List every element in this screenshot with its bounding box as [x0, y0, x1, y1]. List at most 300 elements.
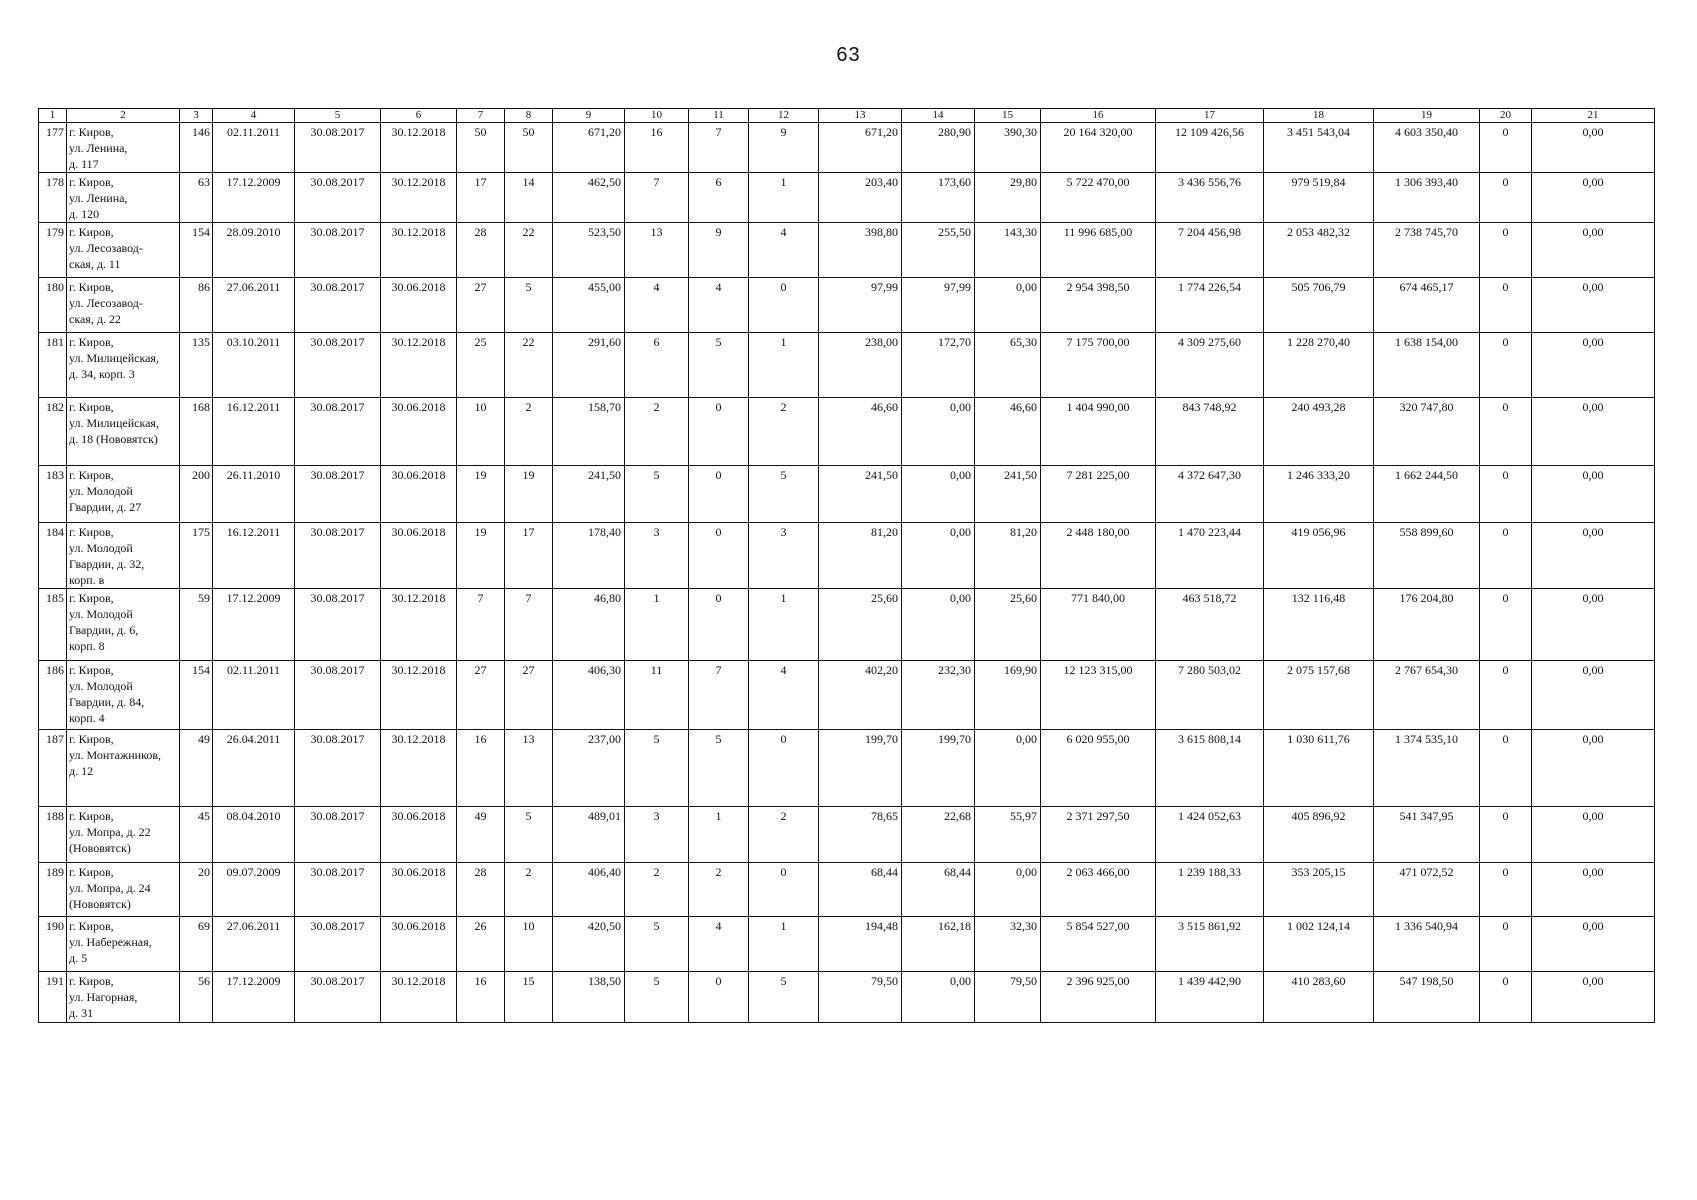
- cell-amount-col-16: 7 281 225,00: [1041, 466, 1156, 523]
- cell-date-col-4: 28.09.2010: [213, 223, 295, 278]
- cell-area-col-14: 255,50: [902, 223, 975, 278]
- cell-row-number: 181: [39, 333, 67, 398]
- cell-col-11: 5: [689, 333, 749, 398]
- cell-col-21: 0,00: [1532, 730, 1655, 807]
- address-line: ул. Монтажников,: [69, 748, 161, 762]
- cell-area-col-13: 402,20: [819, 661, 902, 730]
- cell-col-11: 5: [689, 730, 749, 807]
- cell-col-3: 175: [180, 523, 213, 589]
- cell-date-col-4: 16.12.2011: [213, 523, 295, 589]
- cell-address: [67, 661, 180, 730]
- column-header: 1: [39, 109, 67, 123]
- column-header: 3: [180, 109, 213, 123]
- cell-amount-col-17: 7 280 503,02: [1156, 661, 1264, 730]
- cell-col-8: 22: [505, 223, 553, 278]
- address-line: г. Киров,: [69, 175, 114, 189]
- cell-col-8: 13: [505, 730, 553, 807]
- cell-col-3: 49: [180, 730, 213, 807]
- cell-col-12: 2: [749, 398, 819, 466]
- cell-col-21: 0,00: [1532, 278, 1655, 333]
- cell-address: [67, 807, 180, 863]
- address-line: д. 12: [69, 764, 94, 778]
- cell-date-col-4: 17.12.2009: [213, 589, 295, 661]
- cell-col-3: 45: [180, 807, 213, 863]
- cell-area-col-15: 65,30: [975, 333, 1041, 398]
- cell-area-col-14: 68,44: [902, 863, 975, 917]
- address-line: ул. Молодой: [69, 679, 133, 693]
- cell-amount-col-17: 1 774 226,54: [1156, 278, 1264, 333]
- cell-amount-col-19: 1 336 540,94: [1374, 917, 1480, 972]
- cell-col-12: 3: [749, 523, 819, 589]
- column-header: 9: [553, 109, 625, 123]
- cell-col-20: 0: [1480, 173, 1532, 223]
- cell-col-11: 0: [689, 972, 749, 1023]
- cell-area-col-9: 178,40: [553, 523, 625, 589]
- cell-row-number: 183: [39, 466, 67, 523]
- cell-col-7: 28: [457, 863, 505, 917]
- cell-col-21: 0,00: [1532, 173, 1655, 223]
- cell-amount-col-19: 674 465,17: [1374, 278, 1480, 333]
- column-header: 2: [67, 109, 180, 123]
- cell-col-8: 7: [505, 589, 553, 661]
- address-line: г. Киров,: [69, 732, 114, 746]
- cell-col-10: 3: [625, 523, 689, 589]
- table-row: [39, 223, 1655, 278]
- cell-area-col-15: 241,50: [975, 466, 1041, 523]
- cell-amount-col-17: 3 436 556,76: [1156, 173, 1264, 223]
- cell-row-number: 186: [39, 661, 67, 730]
- cell-col-3: 20: [180, 863, 213, 917]
- cell-col-20: 0: [1480, 466, 1532, 523]
- cell-col-7: 10: [457, 398, 505, 466]
- table-row: [39, 333, 1655, 398]
- cell-col-8: 15: [505, 972, 553, 1023]
- cell-col-7: 7: [457, 589, 505, 661]
- cell-col-12: 1: [749, 917, 819, 972]
- cell-area-col-15: 25,60: [975, 589, 1041, 661]
- cell-col-3: 154: [180, 661, 213, 730]
- address-line: д. 5: [69, 951, 88, 965]
- column-header: 18: [1264, 109, 1374, 123]
- cell-address: [67, 730, 180, 807]
- cell-col-8: 2: [505, 863, 553, 917]
- cell-amount-col-19: 1 638 154,00: [1374, 333, 1480, 398]
- cell-col-3: 56: [180, 972, 213, 1023]
- cell-col-3: 86: [180, 278, 213, 333]
- address-line: д. 120: [69, 207, 100, 221]
- cell-col-3: 200: [180, 466, 213, 523]
- cell-address: [67, 123, 180, 173]
- cell-area-col-9: 237,00: [553, 730, 625, 807]
- address-line: г. Киров,: [69, 400, 114, 414]
- address-line: ул. Лесозавод-: [69, 296, 143, 310]
- cell-amount-col-18: 2 075 157,68: [1264, 661, 1374, 730]
- cell-col-11: 0: [689, 398, 749, 466]
- cell-area-col-13: 68,44: [819, 863, 902, 917]
- address-line: г. Киров,: [69, 919, 114, 933]
- cell-col-20: 0: [1480, 807, 1532, 863]
- cell-col-3: 154: [180, 223, 213, 278]
- address-line: Гвардии, д. 6,: [69, 623, 139, 637]
- cell-amount-col-17: 4 372 647,30: [1156, 466, 1264, 523]
- address-line: д. 31: [69, 1006, 94, 1020]
- cell-date-col-4: 17.12.2009: [213, 173, 295, 223]
- cell-col-10: 4: [625, 278, 689, 333]
- cell-col-3: 69: [180, 917, 213, 972]
- table-row: [39, 123, 1655, 173]
- cell-date-col-6: 30.12.2018: [381, 972, 457, 1023]
- cell-date-col-5: 30.08.2017: [295, 589, 381, 661]
- cell-date-col-6: 30.12.2018: [381, 223, 457, 278]
- cell-address: [67, 173, 180, 223]
- cell-amount-col-19: 541 347,95: [1374, 807, 1480, 863]
- cell-area-col-9: 671,20: [553, 123, 625, 173]
- address-line: ул. Нагорная,: [69, 990, 138, 1004]
- cell-col-21: 0,00: [1532, 863, 1655, 917]
- address-line: (Нововятск): [69, 897, 131, 911]
- cell-amount-col-19: 1 306 393,40: [1374, 173, 1480, 223]
- cell-area-col-14: 0,00: [902, 972, 975, 1023]
- cell-col-8: 5: [505, 278, 553, 333]
- cell-amount-col-16: 2 954 398,50: [1041, 278, 1156, 333]
- address-line: ул. Ленина,: [69, 191, 128, 205]
- cell-amount-col-18: 353 205,15: [1264, 863, 1374, 917]
- address-line: корп. в: [69, 573, 105, 587]
- cell-date-col-6: 30.06.2018: [381, 807, 457, 863]
- column-header: 17: [1156, 109, 1264, 123]
- cell-col-12: 0: [749, 730, 819, 807]
- cell-col-12: 0: [749, 863, 819, 917]
- cell-area-col-9: 46,80: [553, 589, 625, 661]
- cell-col-3: 146: [180, 123, 213, 173]
- cell-col-12: 4: [749, 661, 819, 730]
- address-line: г. Киров,: [69, 809, 114, 823]
- cell-address: [67, 333, 180, 398]
- cell-col-20: 0: [1480, 972, 1532, 1023]
- cell-row-number: 178: [39, 173, 67, 223]
- cell-area-col-13: 199,70: [819, 730, 902, 807]
- cell-date-col-5: 30.08.2017: [295, 278, 381, 333]
- cell-col-8: 10: [505, 917, 553, 972]
- cell-area-col-15: 79,50: [975, 972, 1041, 1023]
- cell-amount-col-16: 771 840,00: [1041, 589, 1156, 661]
- cell-area-col-14: 162,18: [902, 917, 975, 972]
- cell-amount-col-16: 2 448 180,00: [1041, 523, 1156, 589]
- cell-col-11: 7: [689, 661, 749, 730]
- address-line: Гвардии, д. 27: [69, 500, 142, 514]
- table-row: [39, 278, 1655, 333]
- cell-col-8: 14: [505, 173, 553, 223]
- column-header: 19: [1374, 109, 1480, 123]
- cell-amount-col-16: 20 164 320,00: [1041, 123, 1156, 173]
- cell-date-col-5: 30.08.2017: [295, 333, 381, 398]
- cell-date-col-5: 30.08.2017: [295, 466, 381, 523]
- column-header: 16: [1041, 109, 1156, 123]
- address-line: г. Киров,: [69, 974, 114, 988]
- cell-col-8: 2: [505, 398, 553, 466]
- cell-area-col-13: 238,00: [819, 333, 902, 398]
- cell-col-11: 2: [689, 863, 749, 917]
- cell-col-21: 0,00: [1532, 333, 1655, 398]
- column-header: 20: [1480, 109, 1532, 123]
- cell-area-col-14: 173,60: [902, 173, 975, 223]
- cell-area-col-9: 489,01: [553, 807, 625, 863]
- cell-col-11: 1: [689, 807, 749, 863]
- cell-area-col-9: 420,50: [553, 917, 625, 972]
- cell-col-7: 19: [457, 466, 505, 523]
- cell-col-21: 0,00: [1532, 589, 1655, 661]
- cell-row-number: 188: [39, 807, 67, 863]
- cell-col-10: 13: [625, 223, 689, 278]
- address-line: д. 34, корп. 3: [69, 367, 135, 381]
- cell-area-col-14: 232,30: [902, 661, 975, 730]
- housing-data-table: [38, 108, 1655, 1023]
- cell-col-3: 168: [180, 398, 213, 466]
- cell-amount-col-16: 7 175 700,00: [1041, 333, 1156, 398]
- address-line: г. Киров,: [69, 468, 114, 482]
- cell-address: [67, 589, 180, 661]
- cell-col-12: 4: [749, 223, 819, 278]
- table-row: [39, 863, 1655, 917]
- cell-col-11: 9: [689, 223, 749, 278]
- column-header: 14: [902, 109, 975, 123]
- cell-date-col-4: 08.04.2010: [213, 807, 295, 863]
- cell-address: [67, 278, 180, 333]
- cell-row-number: 182: [39, 398, 67, 466]
- cell-amount-col-18: 410 283,60: [1264, 972, 1374, 1023]
- cell-col-20: 0: [1480, 223, 1532, 278]
- cell-row-number: 189: [39, 863, 67, 917]
- cell-col-10: 7: [625, 173, 689, 223]
- cell-area-col-15: 169,90: [975, 661, 1041, 730]
- cell-amount-col-17: 12 109 426,56: [1156, 123, 1264, 173]
- cell-col-7: 16: [457, 972, 505, 1023]
- cell-amount-col-17: 1 424 052,63: [1156, 807, 1264, 863]
- cell-area-col-15: 46,60: [975, 398, 1041, 466]
- cell-col-21: 0,00: [1532, 807, 1655, 863]
- cell-area-col-9: 241,50: [553, 466, 625, 523]
- cell-amount-col-18: 1 246 333,20: [1264, 466, 1374, 523]
- cell-area-col-13: 241,50: [819, 466, 902, 523]
- cell-date-col-4: 02.11.2011: [213, 123, 295, 173]
- cell-area-col-13: 25,60: [819, 589, 902, 661]
- cell-row-number: 184: [39, 523, 67, 589]
- cell-area-col-14: 199,70: [902, 730, 975, 807]
- cell-col-11: 4: [689, 278, 749, 333]
- cell-date-col-4: 26.11.2010: [213, 466, 295, 523]
- cell-amount-col-16: 1 404 990,00: [1041, 398, 1156, 466]
- cell-date-col-4: 03.10.2011: [213, 333, 295, 398]
- cell-col-11: 7: [689, 123, 749, 173]
- cell-area-col-14: 280,90: [902, 123, 975, 173]
- cell-amount-col-18: 1 002 124,14: [1264, 917, 1374, 972]
- table-row: [39, 807, 1655, 863]
- cell-date-col-6: 30.06.2018: [381, 398, 457, 466]
- cell-amount-col-19: 1 374 535,10: [1374, 730, 1480, 807]
- cell-col-3: 63: [180, 173, 213, 223]
- cell-col-11: 4: [689, 917, 749, 972]
- cell-col-10: 5: [625, 466, 689, 523]
- cell-date-col-6: 30.12.2018: [381, 173, 457, 223]
- cell-area-col-13: 46,60: [819, 398, 902, 466]
- column-header: 15: [975, 109, 1041, 123]
- cell-area-col-15: 143,30: [975, 223, 1041, 278]
- address-line: ул. Милицейская,: [69, 416, 159, 430]
- cell-area-col-9: 138,50: [553, 972, 625, 1023]
- table-row: [39, 466, 1655, 523]
- cell-col-20: 0: [1480, 123, 1532, 173]
- cell-area-col-13: 97,99: [819, 278, 902, 333]
- address-line: ул. Молодой: [69, 607, 133, 621]
- cell-date-col-6: 30.06.2018: [381, 917, 457, 972]
- cell-row-number: 187: [39, 730, 67, 807]
- cell-row-number: 191: [39, 972, 67, 1023]
- address-line: ул. Мопра, д. 22: [69, 825, 151, 839]
- cell-col-11: 0: [689, 589, 749, 661]
- cell-row-number: 180: [39, 278, 67, 333]
- cell-area-col-15: 55,97: [975, 807, 1041, 863]
- cell-col-3: 59: [180, 589, 213, 661]
- cell-col-21: 0,00: [1532, 123, 1655, 173]
- cell-area-col-9: 462,50: [553, 173, 625, 223]
- cell-col-7: 17: [457, 173, 505, 223]
- cell-col-11: 0: [689, 466, 749, 523]
- cell-amount-col-18: 405 896,92: [1264, 807, 1374, 863]
- cell-area-col-15: 81,20: [975, 523, 1041, 589]
- cell-row-number: 190: [39, 917, 67, 972]
- cell-amount-col-16: 5 854 527,00: [1041, 917, 1156, 972]
- cell-area-col-9: 406,30: [553, 661, 625, 730]
- address-line: г. Киров,: [69, 225, 114, 239]
- cell-date-col-6: 30.06.2018: [381, 278, 457, 333]
- cell-area-col-9: 523,50: [553, 223, 625, 278]
- address-line: ул. Ленина,: [69, 141, 128, 155]
- cell-amount-col-19: 1 662 244,50: [1374, 466, 1480, 523]
- cell-col-7: 19: [457, 523, 505, 589]
- cell-amount-col-17: 7 204 456,98: [1156, 223, 1264, 278]
- cell-date-col-5: 30.08.2017: [295, 730, 381, 807]
- table-row: [39, 523, 1655, 589]
- address-line: д. 18 (Нововятск): [69, 432, 158, 446]
- cell-area-col-9: 406,40: [553, 863, 625, 917]
- cell-amount-col-17: 4 309 275,60: [1156, 333, 1264, 398]
- cell-col-20: 0: [1480, 398, 1532, 466]
- cell-amount-col-17: 3 515 861,92: [1156, 917, 1264, 972]
- cell-amount-col-17: 463 518,72: [1156, 589, 1264, 661]
- cell-col-21: 0,00: [1532, 223, 1655, 278]
- cell-col-7: 50: [457, 123, 505, 173]
- cell-amount-col-16: 2 396 925,00: [1041, 972, 1156, 1023]
- address-line: Гвардии, д. 32,: [69, 557, 145, 571]
- table-row: [39, 661, 1655, 730]
- cell-area-col-13: 398,80: [819, 223, 902, 278]
- cell-date-col-5: 30.08.2017: [295, 398, 381, 466]
- cell-date-col-4: 16.12.2011: [213, 398, 295, 466]
- cell-amount-col-17: 1 439 442,90: [1156, 972, 1264, 1023]
- cell-date-col-6: 30.12.2018: [381, 123, 457, 173]
- address-line: ул. Молодой: [69, 484, 133, 498]
- cell-area-col-13: 194,48: [819, 917, 902, 972]
- cell-date-col-4: 17.12.2009: [213, 972, 295, 1023]
- cell-col-21: 0,00: [1532, 523, 1655, 589]
- address-line: ская, д. 22: [69, 312, 121, 326]
- cell-area-col-13: 203,40: [819, 173, 902, 223]
- cell-col-12: 2: [749, 807, 819, 863]
- cell-date-col-6: 30.12.2018: [381, 333, 457, 398]
- cell-col-10: 2: [625, 398, 689, 466]
- cell-col-7: 27: [457, 661, 505, 730]
- cell-area-col-13: 79,50: [819, 972, 902, 1023]
- cell-amount-col-19: 547 198,50: [1374, 972, 1480, 1023]
- cell-area-col-14: 172,70: [902, 333, 975, 398]
- cell-col-10: 5: [625, 972, 689, 1023]
- cell-col-7: 25: [457, 333, 505, 398]
- cell-amount-col-19: 471 072,52: [1374, 863, 1480, 917]
- column-header: 7: [457, 109, 505, 123]
- cell-amount-col-19: 176 204,80: [1374, 589, 1480, 661]
- cell-col-10: 16: [625, 123, 689, 173]
- cell-col-12: 0: [749, 278, 819, 333]
- cell-date-col-6: 30.06.2018: [381, 863, 457, 917]
- cell-amount-col-17: 1 239 188,33: [1156, 863, 1264, 917]
- cell-col-8: 17: [505, 523, 553, 589]
- cell-col-8: 5: [505, 807, 553, 863]
- cell-address: [67, 972, 180, 1023]
- cell-address: [67, 223, 180, 278]
- cell-col-20: 0: [1480, 661, 1532, 730]
- cell-amount-col-19: 2 738 745,70: [1374, 223, 1480, 278]
- cell-amount-col-18: 1 228 270,40: [1264, 333, 1374, 398]
- cell-col-12: 1: [749, 173, 819, 223]
- address-line: корп. 8: [69, 639, 105, 653]
- address-line: г. Киров,: [69, 280, 114, 294]
- cell-col-20: 0: [1480, 278, 1532, 333]
- cell-col-3: 135: [180, 333, 213, 398]
- column-header: 5: [295, 109, 381, 123]
- cell-col-20: 0: [1480, 523, 1532, 589]
- cell-area-col-15: 29,80: [975, 173, 1041, 223]
- cell-address: [67, 863, 180, 917]
- table-header-row: [39, 109, 1655, 123]
- address-line: ул. Мопра, д. 24: [69, 881, 151, 895]
- cell-amount-col-19: 4 603 350,40: [1374, 123, 1480, 173]
- cell-col-21: 0,00: [1532, 466, 1655, 523]
- cell-area-col-14: 0,00: [902, 523, 975, 589]
- cell-amount-col-18: 505 706,79: [1264, 278, 1374, 333]
- cell-date-col-6: 30.12.2018: [381, 661, 457, 730]
- cell-col-12: 5: [749, 972, 819, 1023]
- cell-col-12: 1: [749, 589, 819, 661]
- cell-col-8: 19: [505, 466, 553, 523]
- cell-amount-col-18: 419 056,96: [1264, 523, 1374, 589]
- cell-amount-col-19: 558 899,60: [1374, 523, 1480, 589]
- cell-area-col-13: 81,20: [819, 523, 902, 589]
- cell-amount-col-17: 3 615 808,14: [1156, 730, 1264, 807]
- cell-amount-col-16: 2 371 297,50: [1041, 807, 1156, 863]
- cell-col-21: 0,00: [1532, 917, 1655, 972]
- cell-col-7: 27: [457, 278, 505, 333]
- cell-amount-col-17: 1 470 223,44: [1156, 523, 1264, 589]
- cell-date-col-6: 30.06.2018: [381, 466, 457, 523]
- table-row: [39, 730, 1655, 807]
- cell-date-col-4: 02.11.2011: [213, 661, 295, 730]
- cell-date-col-5: 30.08.2017: [295, 223, 381, 278]
- cell-date-col-6: 30.06.2018: [381, 523, 457, 589]
- cell-area-col-9: 158,70: [553, 398, 625, 466]
- cell-col-12: 1: [749, 333, 819, 398]
- cell-amount-col-18: 1 030 611,76: [1264, 730, 1374, 807]
- cell-date-col-5: 30.08.2017: [295, 807, 381, 863]
